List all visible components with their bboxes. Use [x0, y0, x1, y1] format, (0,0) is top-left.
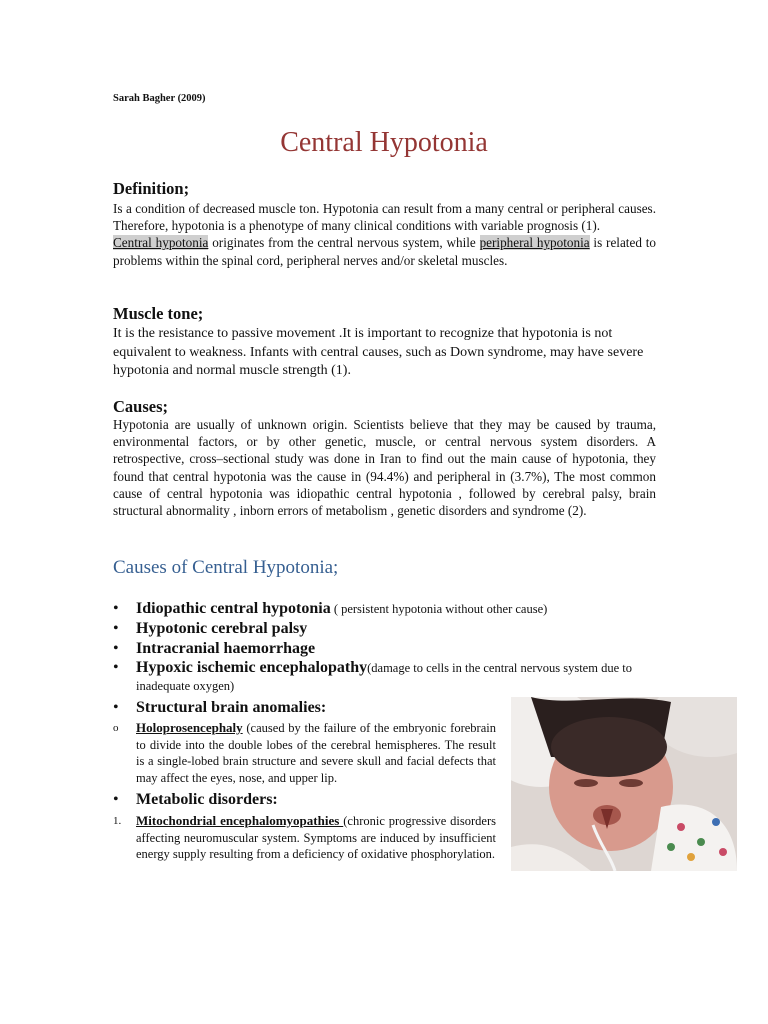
list-item — [113, 619, 656, 639]
author-line: Sarah Bagher (2009) — [113, 93, 206, 104]
definition-mid-text: originates from the central nervous system, while — [208, 235, 480, 251]
peripheral-hypotonia-term: peripheral hypotonia — [479, 235, 590, 251]
causes-heading: Causes; — [113, 397, 169, 416]
holoprosencephaly-text: (caused by the failure of the embryonic forebrain to divide into the double lobes of the cerebral hemispheres. The result is a single-lobed brain structure and severe skull and facial defects that may affect the eyes, nose, and upper lip. — [136, 721, 496, 785]
list-item-title: Hypoxic ischemic encephalopathy — [136, 659, 368, 676]
mitochondrial-item — [113, 813, 496, 863]
mitochondrial-text: (chronic progressive disorders affecting neuromuscular system. Symptoms are induced by insufficient energy supply resulting from a deficiency of oxidative phosphorylation. — [136, 814, 496, 861]
list-item — [113, 599, 656, 619]
sub-marker: 1. — [113, 815, 122, 827]
central-causes-heading: Causes of Central Hypotonia; — [113, 557, 339, 578]
bullet-glyph: • — [113, 659, 119, 676]
bullet-glyph: • — [113, 699, 119, 716]
infant-photo — [511, 697, 737, 871]
list-item-title: Intracranial haemorrhage — [136, 640, 316, 657]
definition-heading: Definition; — [113, 179, 190, 198]
list-item-note: (damage to cells in the central nervous system due to inadequate oxygen) — [136, 661, 632, 693]
definition-paragraph — [113, 200, 656, 269]
list-item-note: ( persistent hypotonia without other cause) — [330, 602, 548, 616]
holoprosencephaly-term: Holoprosencephaly — [136, 720, 243, 735]
list-item — [113, 659, 656, 695]
definition-end-text: is related to problems within the spinal cord, peripheral nerves and/or skeletal muscles. — [113, 235, 657, 268]
page-title: Central Hypotonia — [280, 127, 488, 158]
mitochondrial-term: Mitochondrial encephalomyopathies — [136, 813, 344, 828]
sub-marker: o — [113, 722, 119, 734]
list-item-title: Hypotonic cerebral palsy — [136, 620, 308, 637]
definition-text: Is a condition of decreased muscle ton. Hypotonia can result from a many central or peripheral causes. Therefore, hypotonia is a phenotype of many clinical conditions with variable prognosis (1). — [113, 201, 656, 234]
bullet-glyph: • — [113, 791, 119, 808]
central-hypotonia-term: Central hypotonia — [113, 235, 209, 251]
muscle-tone-heading: Muscle tone; — [113, 304, 204, 323]
bullet-glyph: • — [113, 600, 119, 617]
muscle-tone-paragraph: It is the resistance to passive movement .It is important to recognize that hypotonia is not equivalent to weakness. Infants with central causes, such as Down syndrome, may have severe hypotonia and normal muscle strength (1). — [113, 326, 644, 378]
infant-photo-illustration — [511, 697, 737, 871]
list-item — [113, 639, 656, 659]
holoprosencephaly-item — [113, 720, 496, 786]
list-item-title: Metabolic disorders: — [136, 791, 278, 808]
list-item-title: Idiopathic central hypotonia — [136, 600, 331, 617]
bullet-glyph: • — [113, 640, 119, 657]
causes-paragraph: Hypotonia are usually of unknown origin. Scientists believe that they may be caused by trauma, environmental factors, or by other genetic, muscle, or central nervous system disorders. A retrospective, cross–sectional study was done in Iran to find out the main cause of hypotonia, they found that central hypotonia was the cause in (94.4%) and peripheral in (3.7%), The most common cause of central hypotonia was idiopathic central hypotonia , followed by cerebral palsy, brain structural abnormality , inborn errors of metabolism , genetic disorders and syndrome (2). — [113, 417, 656, 519]
list-item-title: Structural brain anomalies: — [136, 699, 327, 716]
bullet-glyph: • — [113, 620, 119, 637]
